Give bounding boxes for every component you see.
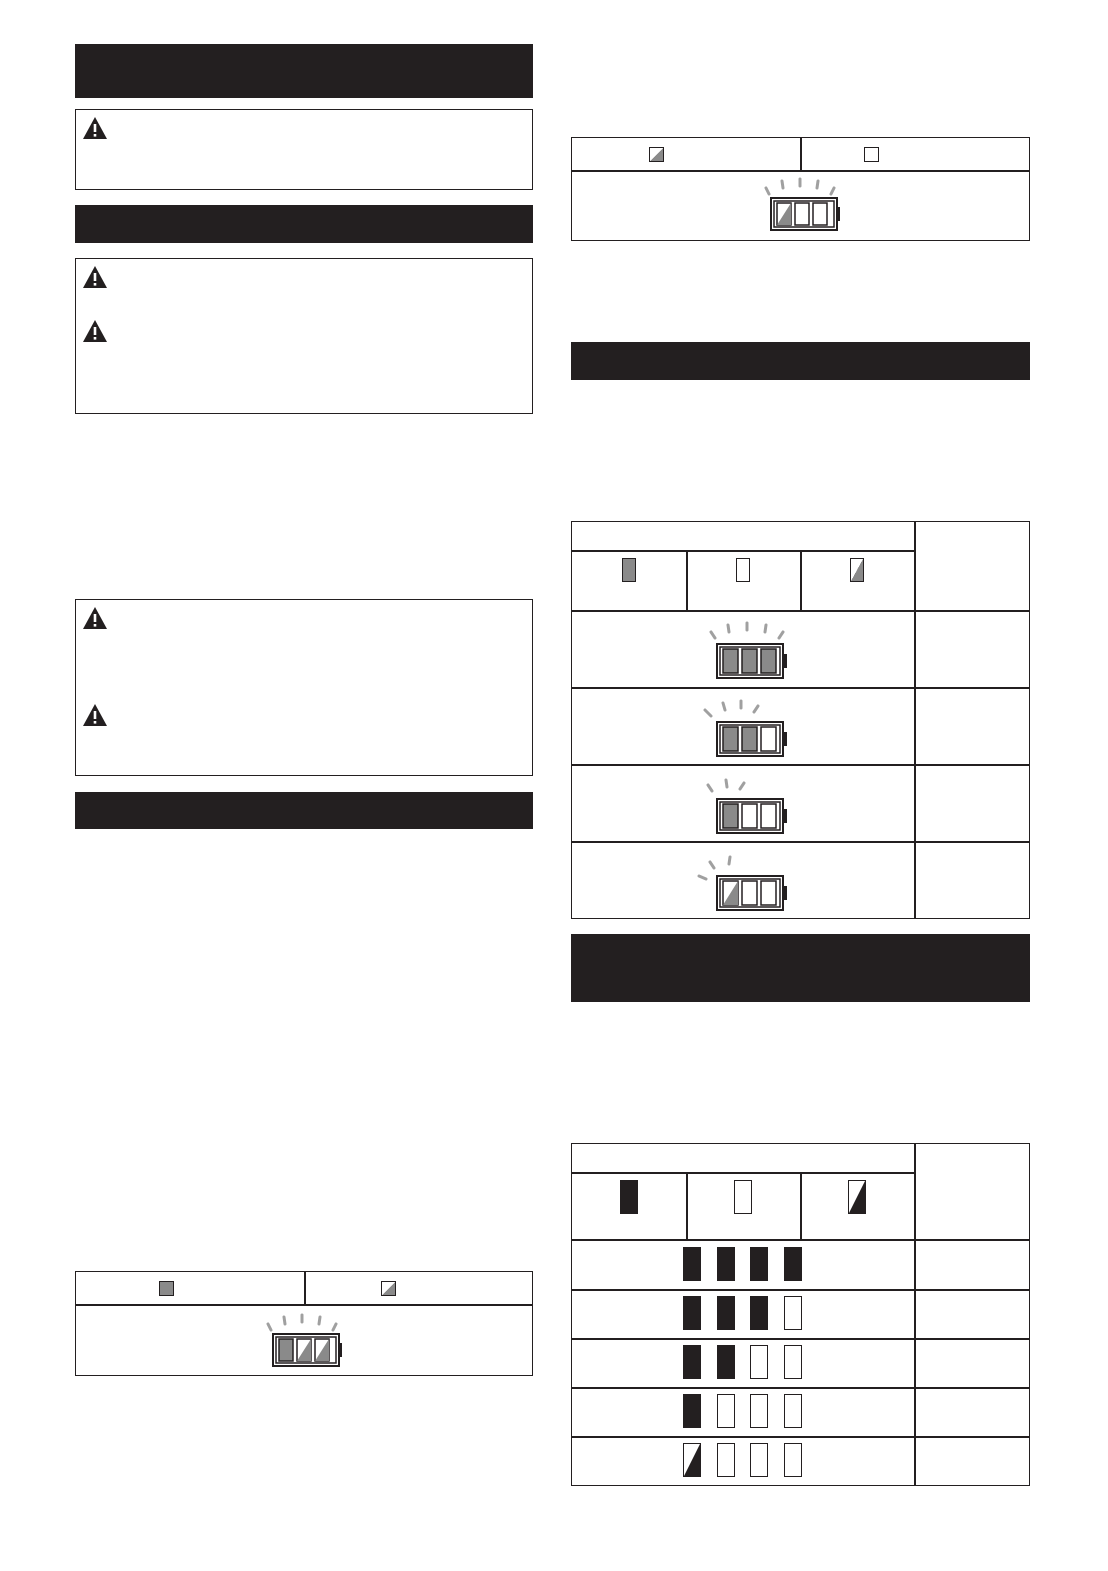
lamp-lit-icon — [683, 1247, 701, 1281]
lamp-lit-icon — [683, 1345, 701, 1379]
table-divider — [686, 550, 688, 610]
battery-indicator-icon — [697, 852, 787, 914]
warning-triangle-icon — [82, 606, 108, 630]
grey-square-icon — [159, 1281, 174, 1296]
lamp-lit-icon — [683, 1394, 701, 1428]
lamp-off-icon — [784, 1443, 802, 1477]
lamp-lit-icon — [750, 1296, 768, 1330]
battery-indicator-icon — [702, 775, 787, 837]
section-header-bar — [571, 342, 1030, 380]
lamp-lit-icon — [717, 1296, 735, 1330]
empty-square-icon — [864, 147, 879, 162]
battery-indicator-icon — [760, 176, 840, 234]
lamp-off-icon — [784, 1296, 802, 1330]
warning-box — [75, 109, 533, 190]
battery-indicator-icon — [262, 1312, 342, 1370]
lamp-off-icon — [717, 1394, 735, 1428]
capacity-table — [571, 1143, 1030, 1486]
lamp-blinking-icon — [683, 1443, 701, 1477]
section-header-bar — [571, 934, 1030, 1002]
table-divider — [572, 170, 1029, 172]
table-divider — [572, 1436, 1029, 1438]
warning-box — [75, 258, 533, 414]
table-divider — [304, 1272, 306, 1304]
table-divider — [572, 1239, 1029, 1241]
lamp-lit-icon — [717, 1247, 735, 1281]
lamp-lit-icon — [750, 1247, 768, 1281]
table-divider — [572, 1289, 1029, 1291]
warning-triangle-icon — [82, 116, 108, 140]
indicator-table — [571, 137, 1030, 241]
table-divider — [572, 1172, 914, 1174]
lamp-off-icon — [717, 1443, 735, 1477]
lamp-off-icon — [784, 1394, 802, 1428]
lamp-lit-icon — [622, 558, 636, 582]
table-divider — [686, 1172, 688, 1239]
lamp-off-icon — [734, 1180, 752, 1214]
section-header-bar — [75, 792, 533, 829]
lamp-off-icon — [750, 1443, 768, 1477]
table-divider — [76, 1304, 532, 1306]
table-divider — [572, 1338, 1029, 1340]
lamp-off-icon — [750, 1345, 768, 1379]
lamp-off-icon — [736, 558, 750, 582]
table-divider — [914, 1144, 916, 1485]
table-divider — [800, 1172, 802, 1239]
table-divider — [800, 550, 802, 610]
lamp-off-icon — [750, 1394, 768, 1428]
table-divider — [572, 1387, 1029, 1389]
table-divider — [572, 764, 1029, 766]
lamp-lit-icon — [620, 1180, 638, 1214]
table-divider — [572, 550, 914, 552]
table-divider — [914, 522, 916, 918]
battery-indicator-icon — [707, 620, 787, 682]
warning-box — [75, 599, 533, 776]
table-divider — [572, 841, 1029, 843]
section-header-bar — [75, 205, 533, 243]
warning-triangle-icon — [82, 319, 108, 343]
indicator-table — [75, 1271, 533, 1376]
battery-indicator-icon — [702, 698, 787, 760]
section-header-bar — [75, 44, 533, 98]
half-square-icon — [381, 1281, 396, 1296]
table-divider — [800, 138, 802, 170]
lamp-blinking-icon — [848, 1180, 866, 1214]
half-square-icon — [649, 147, 664, 162]
table-divider — [572, 610, 1029, 612]
table-divider — [572, 687, 1029, 689]
lamp-lit-icon — [784, 1247, 802, 1281]
lamp-lit-icon — [683, 1296, 701, 1330]
lamp-lit-icon — [717, 1345, 735, 1379]
lamp-blinking-icon — [850, 558, 864, 582]
warning-triangle-icon — [82, 265, 108, 289]
battery-indicator-table — [571, 521, 1030, 919]
warning-triangle-icon — [82, 703, 108, 727]
lamp-off-icon — [784, 1345, 802, 1379]
